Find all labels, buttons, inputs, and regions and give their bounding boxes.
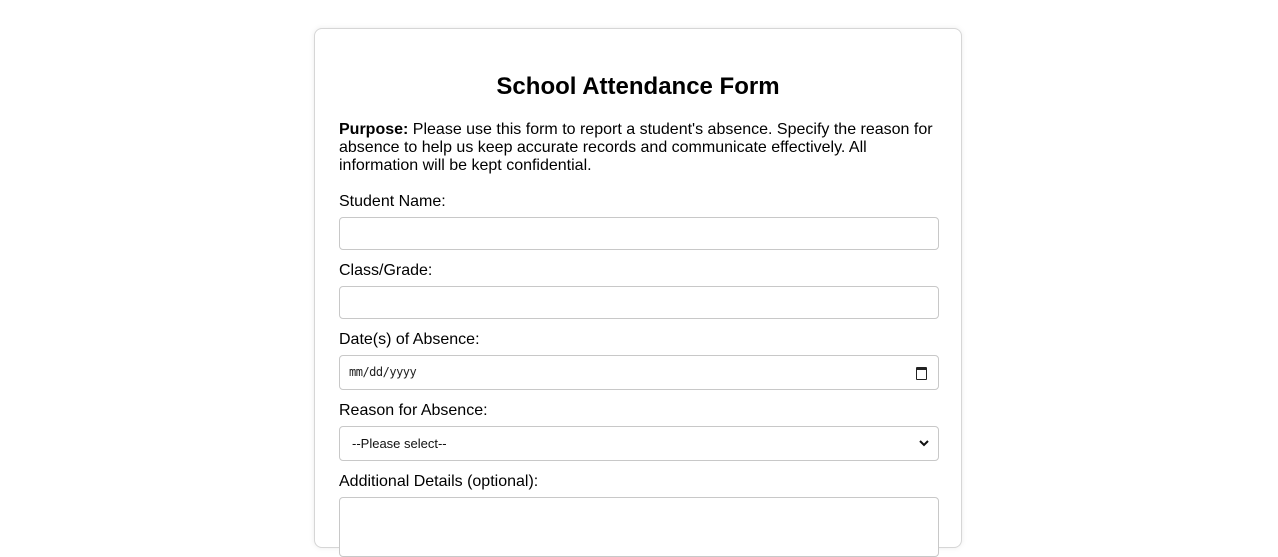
date-of-absence-input[interactable] bbox=[339, 355, 939, 390]
purpose-text bbox=[339, 121, 939, 175]
purpose-description: Please use this form to report a student's absence. Specify the reason for absence to help us keep accurate records and communicate effectively. All information will be kept confidential. bbox=[339, 121, 933, 174]
class-grade-label: Class/Grade: bbox=[339, 262, 433, 279]
calendar-icon[interactable] bbox=[916, 367, 927, 380]
student-name-label: Student Name: bbox=[339, 193, 446, 210]
page-title: School Attendance Form bbox=[496, 73, 780, 100]
dates-label: Date(s) of Absence: bbox=[339, 331, 480, 348]
student-name-input[interactable] bbox=[339, 217, 939, 250]
class-grade-input[interactable] bbox=[339, 286, 939, 319]
attendance-form-card bbox=[314, 28, 962, 548]
purpose-label: Purpose: bbox=[339, 121, 409, 138]
additional-details-textarea[interactable] bbox=[339, 497, 939, 557]
details-label: Additional Details (optional): bbox=[339, 473, 539, 490]
date-placeholder: mm/dd/yyyy bbox=[349, 365, 417, 379]
reason-selected-value: --Please select-- bbox=[352, 436, 447, 451]
chevron-down-icon bbox=[918, 437, 930, 449]
reason-select[interactable] bbox=[339, 426, 939, 461]
reason-label: Reason for Absence: bbox=[339, 402, 488, 419]
